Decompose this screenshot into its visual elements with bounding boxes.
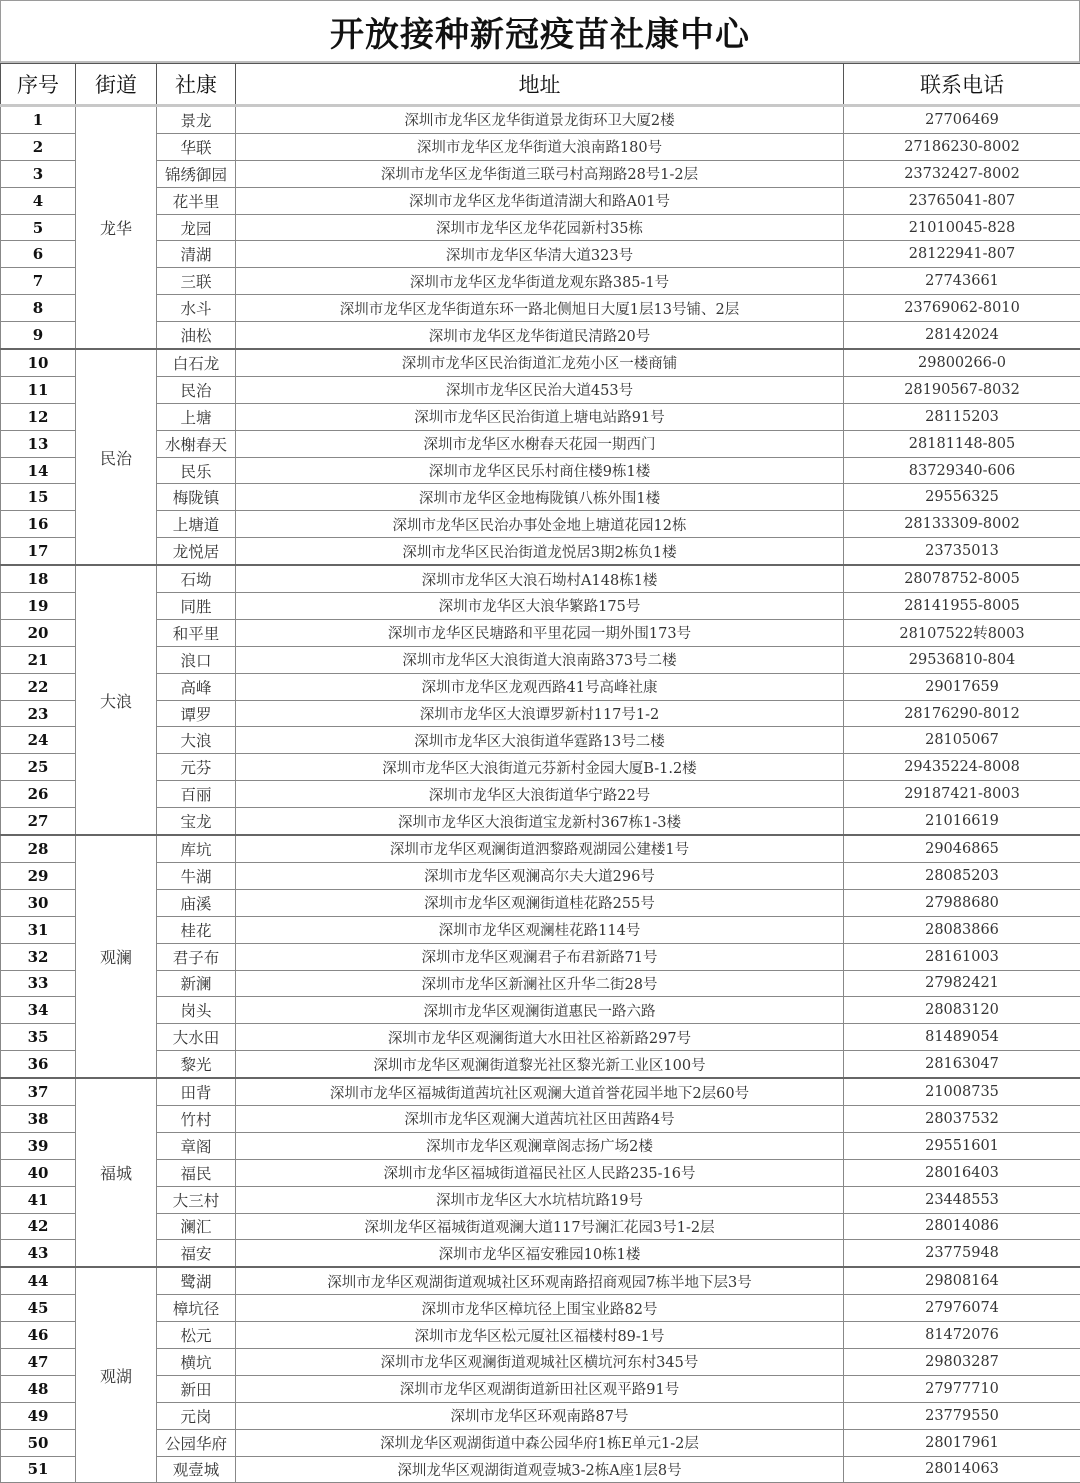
table-row [1, 133, 1080, 160]
row-number: 6 [1, 241, 76, 268]
row-number: 17 [1, 538, 76, 565]
community-cell: 百丽 [157, 781, 236, 808]
phone-cell: 23769062-8010 [844, 295, 1080, 322]
table-row [1, 1132, 1080, 1159]
address-cell: 深圳市龙华区观澜街道泗黎路观湖园公建楼1号 [236, 835, 844, 862]
address-cell: 深圳市龙华区观澜街道桂花路255号 [236, 889, 844, 916]
address-cell: 深圳市龙华区华清大道323号 [236, 241, 844, 268]
table-row [1, 1186, 1080, 1213]
phone-cell: 28190567-8032 [844, 376, 1080, 403]
address-cell: 深圳市龙华区观澜章阁志扬广场2楼 [236, 1132, 844, 1159]
table-row [1, 1051, 1080, 1078]
table-row [1, 457, 1080, 484]
street-cell: 龙华 [76, 106, 157, 350]
row-number: 49 [1, 1402, 76, 1429]
table-row [1, 889, 1080, 916]
phone-cell: 29536810-804 [844, 646, 1080, 673]
community-cell: 樟坑径 [157, 1295, 236, 1322]
community-cell: 白石龙 [157, 349, 236, 376]
phone-cell: 27977710 [844, 1375, 1080, 1402]
phone-cell: 23779550 [844, 1402, 1080, 1429]
address-cell: 深圳市龙华区金地梅陇镇八栋外围1楼 [236, 484, 844, 511]
table-row [1, 106, 1080, 134]
table-row [1, 1348, 1080, 1375]
community-cell: 桂花 [157, 916, 236, 943]
address-cell: 深圳市龙华区新澜社区升华二街28号 [236, 970, 844, 997]
column-header-street: 街道 [76, 64, 157, 106]
row-number: 26 [1, 781, 76, 808]
phone-cell: 28133309-8002 [844, 511, 1080, 538]
community-cell: 上塘道 [157, 511, 236, 538]
phone-cell: 23732427-8002 [844, 160, 1080, 187]
community-cell: 新田 [157, 1375, 236, 1402]
address-cell: 深圳市龙华区龙观西路41号高峰社康 [236, 673, 844, 700]
phone-cell: 27982421 [844, 970, 1080, 997]
address-cell: 深圳市龙华区福城街道茜坑社区观澜大道首誉花园半地下2层60号 [236, 1078, 844, 1105]
community-cell: 新澜 [157, 970, 236, 997]
table-row [1, 1159, 1080, 1186]
community-cell: 高峰 [157, 673, 236, 700]
phone-cell: 29803287 [844, 1348, 1080, 1375]
table-row [1, 862, 1080, 889]
row-number: 18 [1, 565, 76, 592]
table-row [1, 997, 1080, 1024]
row-number: 20 [1, 619, 76, 646]
table-row [1, 1456, 1080, 1483]
community-cell: 田背 [157, 1078, 236, 1105]
table-row [1, 1295, 1080, 1322]
community-cell: 公园华府 [157, 1429, 236, 1456]
phone-cell: 28014086 [844, 1213, 1080, 1240]
community-cell: 庙溪 [157, 889, 236, 916]
table-row [1, 187, 1080, 214]
phone-cell: 28083866 [844, 916, 1080, 943]
row-number: 30 [1, 889, 76, 916]
address-cell: 深圳市龙华区龙华街道三联弓村高翔路28号1-2层 [236, 160, 844, 187]
address-cell: 深圳市龙华区大浪石坳村A148栋1楼 [236, 565, 844, 592]
table-row [1, 835, 1080, 862]
community-cell: 鹭湖 [157, 1267, 236, 1294]
street-cell: 观澜 [76, 835, 157, 1078]
community-cell: 竹村 [157, 1105, 236, 1132]
row-number: 28 [1, 835, 76, 862]
row-number: 11 [1, 376, 76, 403]
address-cell: 深圳市龙华区观湖街道观城社区环观南路招商观园7栋半地下层3号 [236, 1267, 844, 1294]
phone-cell: 28141955-8005 [844, 593, 1080, 620]
phone-cell: 29556325 [844, 484, 1080, 511]
table-row [1, 916, 1080, 943]
address-cell: 深圳市龙华区龙华花园新村35栋 [236, 214, 844, 241]
phone-cell: 81472076 [844, 1322, 1080, 1349]
address-cell: 深圳市龙华区龙华街道龙观东路385-1号 [236, 268, 844, 295]
phone-cell: 23765041-807 [844, 187, 1080, 214]
community-cell: 大浪 [157, 727, 236, 754]
table-row [1, 511, 1080, 538]
row-number: 29 [1, 862, 76, 889]
community-cell: 横坑 [157, 1348, 236, 1375]
row-number: 43 [1, 1240, 76, 1267]
row-number: 50 [1, 1429, 76, 1456]
address-cell: 深圳市龙华区龙华街道东环一路北侧旭日大厦1层13号铺、2层 [236, 295, 844, 322]
community-cell: 元芬 [157, 754, 236, 781]
street-cell: 民治 [76, 349, 157, 565]
community-cell: 福民 [157, 1159, 236, 1186]
phone-cell: 81489054 [844, 1024, 1080, 1051]
community-cell: 浪口 [157, 646, 236, 673]
row-number: 9 [1, 322, 76, 349]
row-number: 39 [1, 1132, 76, 1159]
address-cell: 深圳市龙华区民治街道上塘电站路91号 [236, 403, 844, 430]
phone-cell: 29808164 [844, 1267, 1080, 1294]
row-number: 42 [1, 1213, 76, 1240]
community-cell: 库坑 [157, 835, 236, 862]
community-cell: 石坳 [157, 565, 236, 592]
phone-cell: 28142024 [844, 322, 1080, 349]
address-cell: 深圳市龙华区大浪街道宝龙新村367栋1-3楼 [236, 808, 844, 835]
row-number: 25 [1, 754, 76, 781]
row-number: 34 [1, 997, 76, 1024]
community-cell: 清湖 [157, 241, 236, 268]
address-cell: 深圳龙华区观湖街道观壹城3-2栋A座1层8号 [236, 1456, 844, 1483]
table-row [1, 646, 1080, 673]
phone-cell: 28078752-8005 [844, 565, 1080, 592]
phone-cell: 27186230-8002 [844, 133, 1080, 160]
table-row [1, 673, 1080, 700]
street-cell: 大浪 [76, 565, 157, 835]
phone-cell: 23735013 [844, 538, 1080, 565]
community-cell: 宝龙 [157, 808, 236, 835]
address-cell: 深圳市龙华区观澜大道茜坑社区田茜路4号 [236, 1105, 844, 1132]
community-cell: 龙悦居 [157, 538, 236, 565]
table-row [1, 700, 1080, 727]
row-number: 38 [1, 1105, 76, 1132]
community-cell: 大三村 [157, 1186, 236, 1213]
community-cell: 民乐 [157, 457, 236, 484]
row-number: 2 [1, 133, 76, 160]
table-row [1, 593, 1080, 620]
row-number: 15 [1, 484, 76, 511]
phone-cell: 28016403 [844, 1159, 1080, 1186]
phone-cell: 28037532 [844, 1105, 1080, 1132]
community-cell: 澜汇 [157, 1213, 236, 1240]
community-cell: 岗头 [157, 997, 236, 1024]
table-row [1, 268, 1080, 295]
address-cell: 深圳市龙华区观澜高尔夫大道296号 [236, 862, 844, 889]
row-number: 19 [1, 593, 76, 620]
row-number: 5 [1, 214, 76, 241]
row-number: 45 [1, 1295, 76, 1322]
address-cell: 深圳市龙华区大浪街道元芬新村金园大厦B-1.2楼 [236, 754, 844, 781]
table-row [1, 484, 1080, 511]
phone-cell: 27743661 [844, 268, 1080, 295]
address-cell: 深圳市龙华区观澜君子布君新路71号 [236, 943, 844, 970]
row-number: 4 [1, 187, 76, 214]
phone-cell: 23448553 [844, 1186, 1080, 1213]
row-number: 31 [1, 916, 76, 943]
phone-cell: 28181148-805 [844, 430, 1080, 457]
address-cell: 深圳市龙华区大浪谭罗新村117号1-2 [236, 700, 844, 727]
table-row [1, 538, 1080, 565]
row-number: 23 [1, 700, 76, 727]
phone-cell: 28107522转8003 [844, 619, 1080, 646]
address-cell: 深圳市龙华区松元厦社区福楼村89-1号 [236, 1322, 844, 1349]
community-cell: 同胜 [157, 593, 236, 620]
table-row [1, 1267, 1080, 1294]
address-cell: 深圳市龙华区民治办事处金地上塘道花园12栋 [236, 511, 844, 538]
community-cell: 观壹城 [157, 1456, 236, 1483]
row-number: 22 [1, 673, 76, 700]
row-number: 8 [1, 295, 76, 322]
address-cell: 深圳市龙华区龙华街道景龙街环卫大厦2楼 [236, 106, 844, 134]
table-row [1, 1402, 1080, 1429]
community-cell: 景龙 [157, 106, 236, 134]
address-cell: 深圳市龙华区樟坑径上围宝业路82号 [236, 1295, 844, 1322]
row-number: 10 [1, 349, 76, 376]
address-cell: 深圳市龙华区龙华街道大浪南路180号 [236, 133, 844, 160]
table-row [1, 1078, 1080, 1105]
row-number: 1 [1, 106, 76, 134]
table-header-row [1, 64, 1080, 106]
phone-cell: 29017659 [844, 673, 1080, 700]
address-cell: 深圳市龙华区大浪街道华霆路13号二楼 [236, 727, 844, 754]
phone-cell: 27706469 [844, 106, 1080, 134]
address-cell: 深圳市龙华区福安雅园10栋1楼 [236, 1240, 844, 1267]
row-number: 47 [1, 1348, 76, 1375]
phone-cell: 28105067 [844, 727, 1080, 754]
table-row [1, 214, 1080, 241]
table-row [1, 403, 1080, 430]
row-number: 21 [1, 646, 76, 673]
table-row [1, 943, 1080, 970]
community-cell: 牛湖 [157, 862, 236, 889]
row-number: 51 [1, 1456, 76, 1483]
community-cell: 民治 [157, 376, 236, 403]
row-number: 32 [1, 943, 76, 970]
street-cell: 福城 [76, 1078, 157, 1267]
column-header-community: 社康 [157, 64, 236, 106]
phone-cell: 29551601 [844, 1132, 1080, 1159]
address-cell: 深圳市龙华区观湖街道新田社区观平路91号 [236, 1375, 844, 1402]
address-cell: 深圳市龙华区环观南路87号 [236, 1402, 844, 1429]
community-cell: 上塘 [157, 403, 236, 430]
address-cell: 深圳龙华区观湖街道中森公园华府1栋E单元1-2层 [236, 1429, 844, 1456]
address-cell: 深圳市龙华区民乐村商住楼9栋1楼 [236, 457, 844, 484]
table-row [1, 1429, 1080, 1456]
row-number: 7 [1, 268, 76, 295]
row-number: 27 [1, 808, 76, 835]
table-body [1, 106, 1080, 1483]
phone-cell: 28161003 [844, 943, 1080, 970]
phone-cell: 23775948 [844, 1240, 1080, 1267]
table-row [1, 619, 1080, 646]
community-cell: 龙园 [157, 214, 236, 241]
address-cell: 深圳市龙华区观澜街道大水田社区裕新路297号 [236, 1024, 844, 1051]
address-cell: 深圳市龙华区大浪街道华宁路22号 [236, 781, 844, 808]
address-cell: 深圳市龙华区大水坑桔坑路19号 [236, 1186, 844, 1213]
address-cell: 深圳市龙华区水榭春天花园一期西门 [236, 430, 844, 457]
row-number: 40 [1, 1159, 76, 1186]
address-cell: 深圳市龙华区民治街道汇龙苑小区一楼商铺 [236, 349, 844, 376]
community-cell: 和平里 [157, 619, 236, 646]
row-number: 14 [1, 457, 76, 484]
community-cell: 君子布 [157, 943, 236, 970]
community-cell: 油松 [157, 322, 236, 349]
address-cell: 深圳市龙华区龙华街道清湖大和路A01号 [236, 187, 844, 214]
address-cell: 深圳市龙华区民塘路和平里花园一期外围173号 [236, 619, 844, 646]
phone-cell: 28085203 [844, 862, 1080, 889]
table-row [1, 295, 1080, 322]
phone-cell: 28115203 [844, 403, 1080, 430]
row-number: 3 [1, 160, 76, 187]
phone-cell: 83729340-606 [844, 457, 1080, 484]
column-header-address: 地址 [236, 64, 844, 106]
community-cell: 华联 [157, 133, 236, 160]
address-cell: 深圳市龙华区观澜街道观城社区横坑河东村345号 [236, 1348, 844, 1375]
table-row [1, 322, 1080, 349]
community-cell: 黎光 [157, 1051, 236, 1078]
community-cell: 元岗 [157, 1402, 236, 1429]
phone-cell: 27976074 [844, 1295, 1080, 1322]
table-row [1, 781, 1080, 808]
table-row [1, 1322, 1080, 1349]
table-row [1, 1375, 1080, 1402]
phone-cell: 29046865 [844, 835, 1080, 862]
address-cell: 深圳市龙华区龙华街道民清路20号 [236, 322, 844, 349]
table-row [1, 430, 1080, 457]
phone-cell: 29435224-8008 [844, 754, 1080, 781]
row-number: 44 [1, 1267, 76, 1294]
column-header-no: 序号 [1, 64, 76, 106]
table-row [1, 241, 1080, 268]
address-cell: 深圳市龙华区观澜桂花路114号 [236, 916, 844, 943]
address-cell: 深圳市龙华区观澜街道惠民一路六路 [236, 997, 844, 1024]
table-row [1, 1240, 1080, 1267]
phone-cell: 29800266-0 [844, 349, 1080, 376]
table-row [1, 160, 1080, 187]
address-cell: 深圳龙华区福城街道观澜大道117号澜汇花园3号1-2层 [236, 1213, 844, 1240]
phone-cell: 29187421-8003 [844, 781, 1080, 808]
community-cell: 花半里 [157, 187, 236, 214]
phone-cell: 27988680 [844, 889, 1080, 916]
table-row [1, 808, 1080, 835]
row-number: 12 [1, 403, 76, 430]
table-row [1, 1213, 1080, 1240]
address-cell: 深圳市龙华区大浪街道大浪南路373号二楼 [236, 646, 844, 673]
phone-cell: 28176290-8012 [844, 700, 1080, 727]
row-number: 41 [1, 1186, 76, 1213]
row-number: 13 [1, 430, 76, 457]
street-cell: 观湖 [76, 1267, 157, 1483]
row-number: 16 [1, 511, 76, 538]
phone-cell: 21016619 [844, 808, 1080, 835]
row-number: 35 [1, 1024, 76, 1051]
table-row [1, 1024, 1080, 1051]
phone-cell: 28122941-807 [844, 241, 1080, 268]
table-row [1, 754, 1080, 781]
phone-cell: 21008735 [844, 1078, 1080, 1105]
community-cell: 章阁 [157, 1132, 236, 1159]
community-cell: 松元 [157, 1322, 236, 1349]
address-cell: 深圳市龙华区大浪华繁路175号 [236, 593, 844, 620]
table-row [1, 970, 1080, 997]
row-number: 36 [1, 1051, 76, 1078]
table-row [1, 376, 1080, 403]
column-header-phone: 联系电话 [844, 64, 1080, 106]
address-cell: 深圳市龙华区民治街道龙悦居3期2栋负1楼 [236, 538, 844, 565]
table-row [1, 727, 1080, 754]
community-cell: 水斗 [157, 295, 236, 322]
table-row [1, 349, 1080, 376]
address-cell: 深圳市龙华区民治大道453号 [236, 376, 844, 403]
phone-cell: 28017961 [844, 1429, 1080, 1456]
phone-cell: 28083120 [844, 997, 1080, 1024]
community-cell: 谭罗 [157, 700, 236, 727]
sites-table [0, 63, 1080, 1483]
community-cell: 福安 [157, 1240, 236, 1267]
table-row [1, 565, 1080, 592]
community-cell: 梅陇镇 [157, 484, 236, 511]
row-number: 48 [1, 1375, 76, 1402]
community-cell: 锦绣御园 [157, 160, 236, 187]
row-number: 46 [1, 1322, 76, 1349]
community-cell: 大水田 [157, 1024, 236, 1051]
row-number: 37 [1, 1078, 76, 1105]
row-number: 24 [1, 727, 76, 754]
community-cell: 三联 [157, 268, 236, 295]
address-cell: 深圳市龙华区观澜街道黎光社区黎光新工业区100号 [236, 1051, 844, 1078]
sheet-title: 开放接种新冠疫苗社康中心 [0, 0, 1080, 63]
community-cell: 水榭春天 [157, 430, 236, 457]
table-row [1, 1105, 1080, 1132]
row-number: 33 [1, 970, 76, 997]
phone-cell: 28163047 [844, 1051, 1080, 1078]
address-cell: 深圳市龙华区福城街道福民社区人民路235-16号 [236, 1159, 844, 1186]
phone-cell: 21010045-828 [844, 214, 1080, 241]
phone-cell: 28014063 [844, 1456, 1080, 1483]
